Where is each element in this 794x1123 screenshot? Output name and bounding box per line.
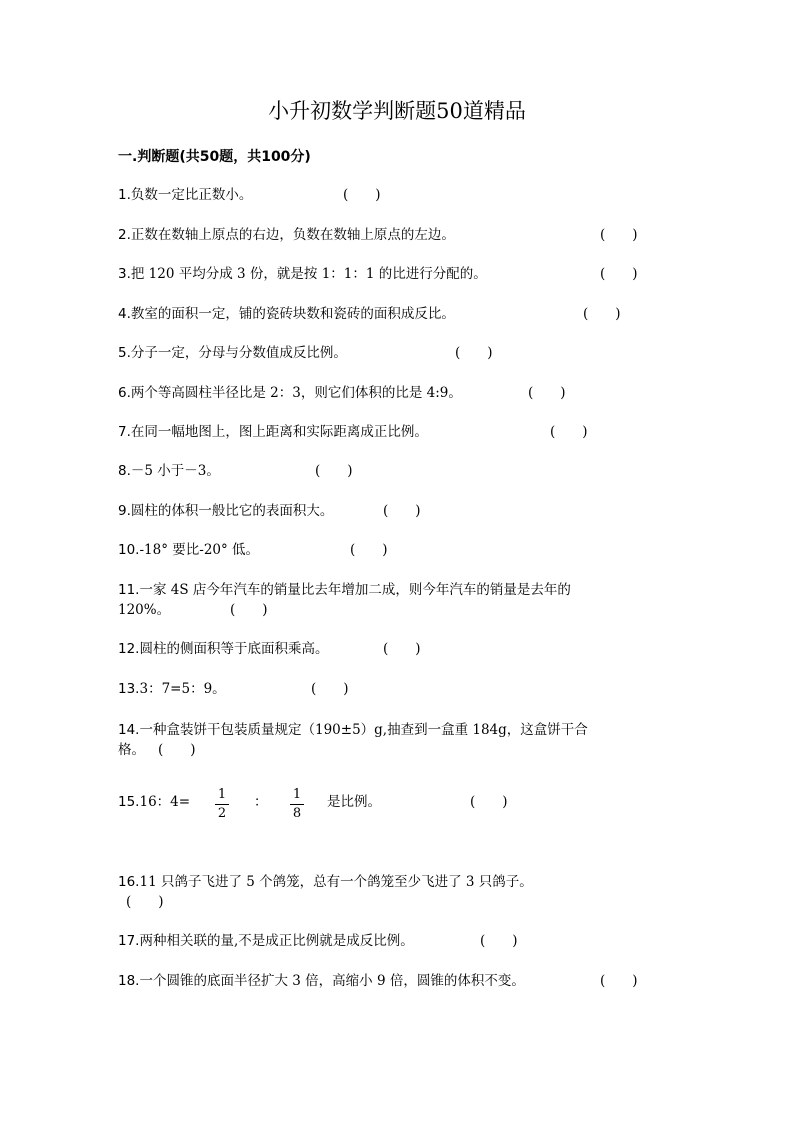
question-13 [118,679,226,699]
answer-parentheses[interactable]: ( ) [126,894,164,910]
question-number: 15. [118,794,140,810]
question-text: 圆柱的体积一般比它的表面积大。 [130,503,334,519]
answer-parentheses[interactable]: ( ) [383,641,421,657]
answer-parentheses[interactable]: ( ) [383,503,421,519]
question-text: 11 只鸽子飞进了 5 个鸽笼，总有一个鸽笼至少飞进了 3 只鸽子。 [139,874,533,890]
question-number: 13. [118,681,140,697]
answer-parentheses[interactable]: ( ) [230,602,268,618]
question-number: 11. [118,582,140,598]
question-4 [118,304,455,324]
question-text: 一种盒装饼干包装质量规定（190±5）g,抽查到一盒重 184g，这盒饼干合 [139,722,588,738]
question-9 [118,501,333,521]
answer-parentheses[interactable]: ( ) [528,385,566,401]
question-18 [118,971,525,991]
fraction-denominator: 8 [292,806,302,821]
question-number: 2. [118,227,131,243]
question-10 [118,540,259,560]
question-text: 圆柱的侧面积等于底面积乘高。 [139,641,329,657]
question-2 [118,225,455,245]
answer-parentheses[interactable]: ( ) [315,463,353,479]
question-text: 一个圆锥的底面半径扩大 3 倍，高缩小 9 倍，圆锥的体积不变。 [139,973,525,989]
question-number: 5. [118,345,131,361]
question-text: 正数在数轴上原点的右边，负数在数轴上原点的左边。 [130,227,455,243]
answer-parentheses[interactable]: ( ) [480,933,518,949]
question-17 [118,931,414,951]
question-number: 4. [118,306,131,322]
answer-parentheses[interactable]: ( ) [455,345,493,361]
question-text: 120%。 [118,602,171,618]
question-text: 一家 4S 店今年汽车的销量比去年增加二成，则今年汽车的销量是去年的 [139,582,571,598]
question-text: 格。 [118,742,145,758]
question-text: 教室的面积一定，铺的瓷砖块数和瓷砖的面积成反比。 [130,306,455,322]
question-number: 14. [118,722,140,738]
question-1 [118,185,252,205]
question-text: 两种相关联的量,不是成正比例就是成反比例。 [139,933,414,949]
question-number: 3. [118,266,131,282]
fraction-denominator: 2 [217,806,227,821]
question-14-continued [118,740,145,760]
question-5 [118,343,347,363]
fraction-bar [215,804,229,805]
question-number: 7. [118,424,131,440]
question-text: 把 120 平均分成 3 份，就是按 1：1：1 的比进行分配的。 [130,266,487,282]
question-16 [118,872,533,892]
answer-parentheses[interactable]: ( ) [550,424,588,440]
question-6 [118,383,462,403]
fraction-one-eighth [290,787,304,822]
answer-parentheses[interactable]: ( ) [350,542,388,558]
section-heading: 一.判断题(共50题，共100分) [118,149,311,165]
question-number: 10. [118,542,140,558]
question-number: 9. [118,503,131,519]
answer-parentheses[interactable]: ( ) [311,681,349,697]
question-3 [118,264,487,284]
question-tail-text: 是比例。 [327,794,381,810]
question-15 [118,792,190,812]
answer-parentheses[interactable]: ( ) [583,306,621,322]
question-number: 16. [118,874,140,890]
question-text: 负数一定比正数小。 [130,187,253,203]
question-number: 8. [118,463,131,479]
question-text: 3：7=5：9。 [139,681,226,697]
answer-parentheses[interactable]: ( ) [470,794,508,810]
question-text: 两个等高圆柱半径比是 2：3，则它们体积的比是 4:9。 [130,385,462,401]
question-number: 17. [118,933,140,949]
question-14 [118,720,588,740]
question-text: 16：4= [139,794,191,810]
question-8 [118,461,220,481]
answer-parentheses[interactable]: ( ) [343,187,381,203]
question-number: 6. [118,385,131,401]
answer-parentheses[interactable]: ( ) [158,742,196,758]
question-11-continued [118,600,170,620]
fraction-numerator: 1 [217,787,227,802]
fraction-bar [290,804,304,805]
fraction-numerator: 1 [292,787,302,802]
question-7 [118,422,428,442]
question-number: 18. [118,973,140,989]
question-number: 1. [118,187,131,203]
answer-parentheses[interactable]: ( ) [600,266,638,282]
question-number: 12. [118,641,140,657]
page-title: 小升初数学判断题50道精品 [268,99,526,123]
question-text: 分子一定，分母与分数值成反比例。 [130,345,347,361]
question-11 [118,580,571,600]
answer-parentheses[interactable]: ( ) [600,227,638,243]
answer-parentheses[interactable]: ( ) [600,973,638,989]
question-text: -18° 要比-20° 低。 [139,542,260,558]
question-text: 在同一幅地图上，图上距离和实际距离成正比例。 [130,424,428,440]
question-text: －5 小于－3。 [130,463,220,479]
question-12 [118,639,328,659]
ratio-colon: ： [254,794,268,810]
fraction-one-half [215,787,229,822]
